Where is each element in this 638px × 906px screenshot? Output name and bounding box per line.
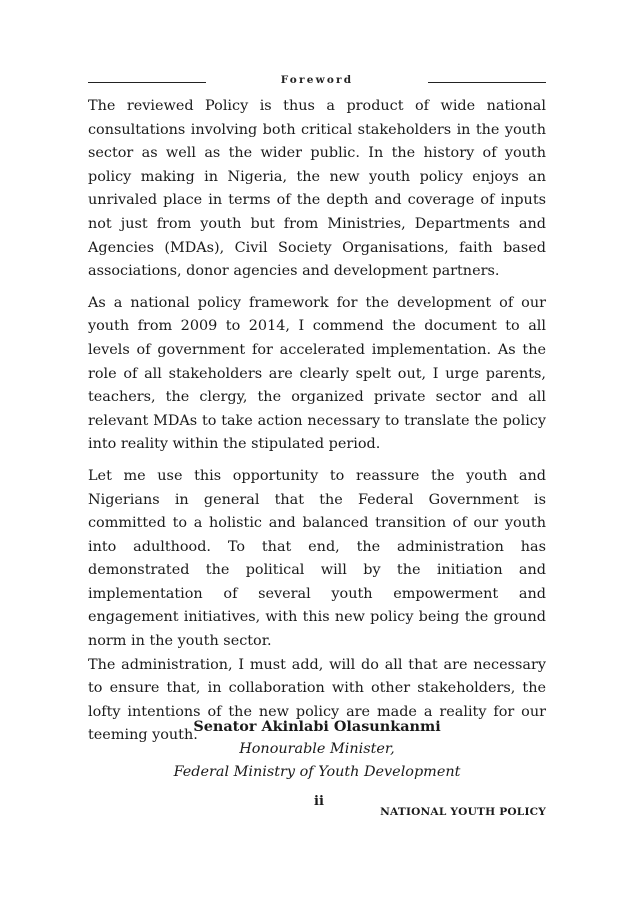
signatory-role: Honourable Minister, <box>239 741 395 757</box>
paragraph-4: The administration, I must add, will do all that are necessary to ensure that, in collaboration with other stakeholders, the lofty intentions of the new policy are made a reality for our teeming youth. <box>88 656 546 744</box>
paragraph-1: The reviewed Policy is thus a product of wide national consultations involving both critical stakeholders in the youth sector as well as the wider public. In the history of youth policy making in Nigeria, the new youth policy enjoys an unrivaled place in terms of the depth and coverage of inputs not just from youth but from Ministries, Departments and Agencies (MDAs), Civil Society Organisations, faith based associations, donor agencies and development partners. <box>88 98 546 280</box>
running-footer-title: NATIONAL YOUTH POLICY <box>380 806 546 818</box>
paragraph-2: As a national policy framework for the development of our youth from 2009 to 2014, I commend the document to all levels of government for accelerated implementation. As the role of all stakeholders are clearly spelt out, I urge parents, teachers, the clergy, the organized private sector and all relevant MDAs to take action necessary to translate the policy into reality within the stipulated period. <box>88 294 546 453</box>
signatory-organization: Federal Ministry of Youth Development <box>173 764 461 780</box>
page-number: ii <box>314 794 324 809</box>
paragraph-3: Let me use this opportunity to reassure the youth and Nigerians in general that the Federal Government is committed to a holistic and balanced transition of our youth into adulthood. To that end, the administration has demonstrated the political will by the initiation and implementation of several youth empowerment and engagement initiatives, with this new policy being the ground norm in the youth sector. <box>88 467 546 650</box>
foreword-body <box>88 95 546 748</box>
section-header <box>88 72 546 92</box>
section-title: Foreword <box>280 74 354 86</box>
signatory-name: Senator Akinlabi Olasunkanmi <box>193 718 441 735</box>
header-rule-right <box>428 82 546 83</box>
